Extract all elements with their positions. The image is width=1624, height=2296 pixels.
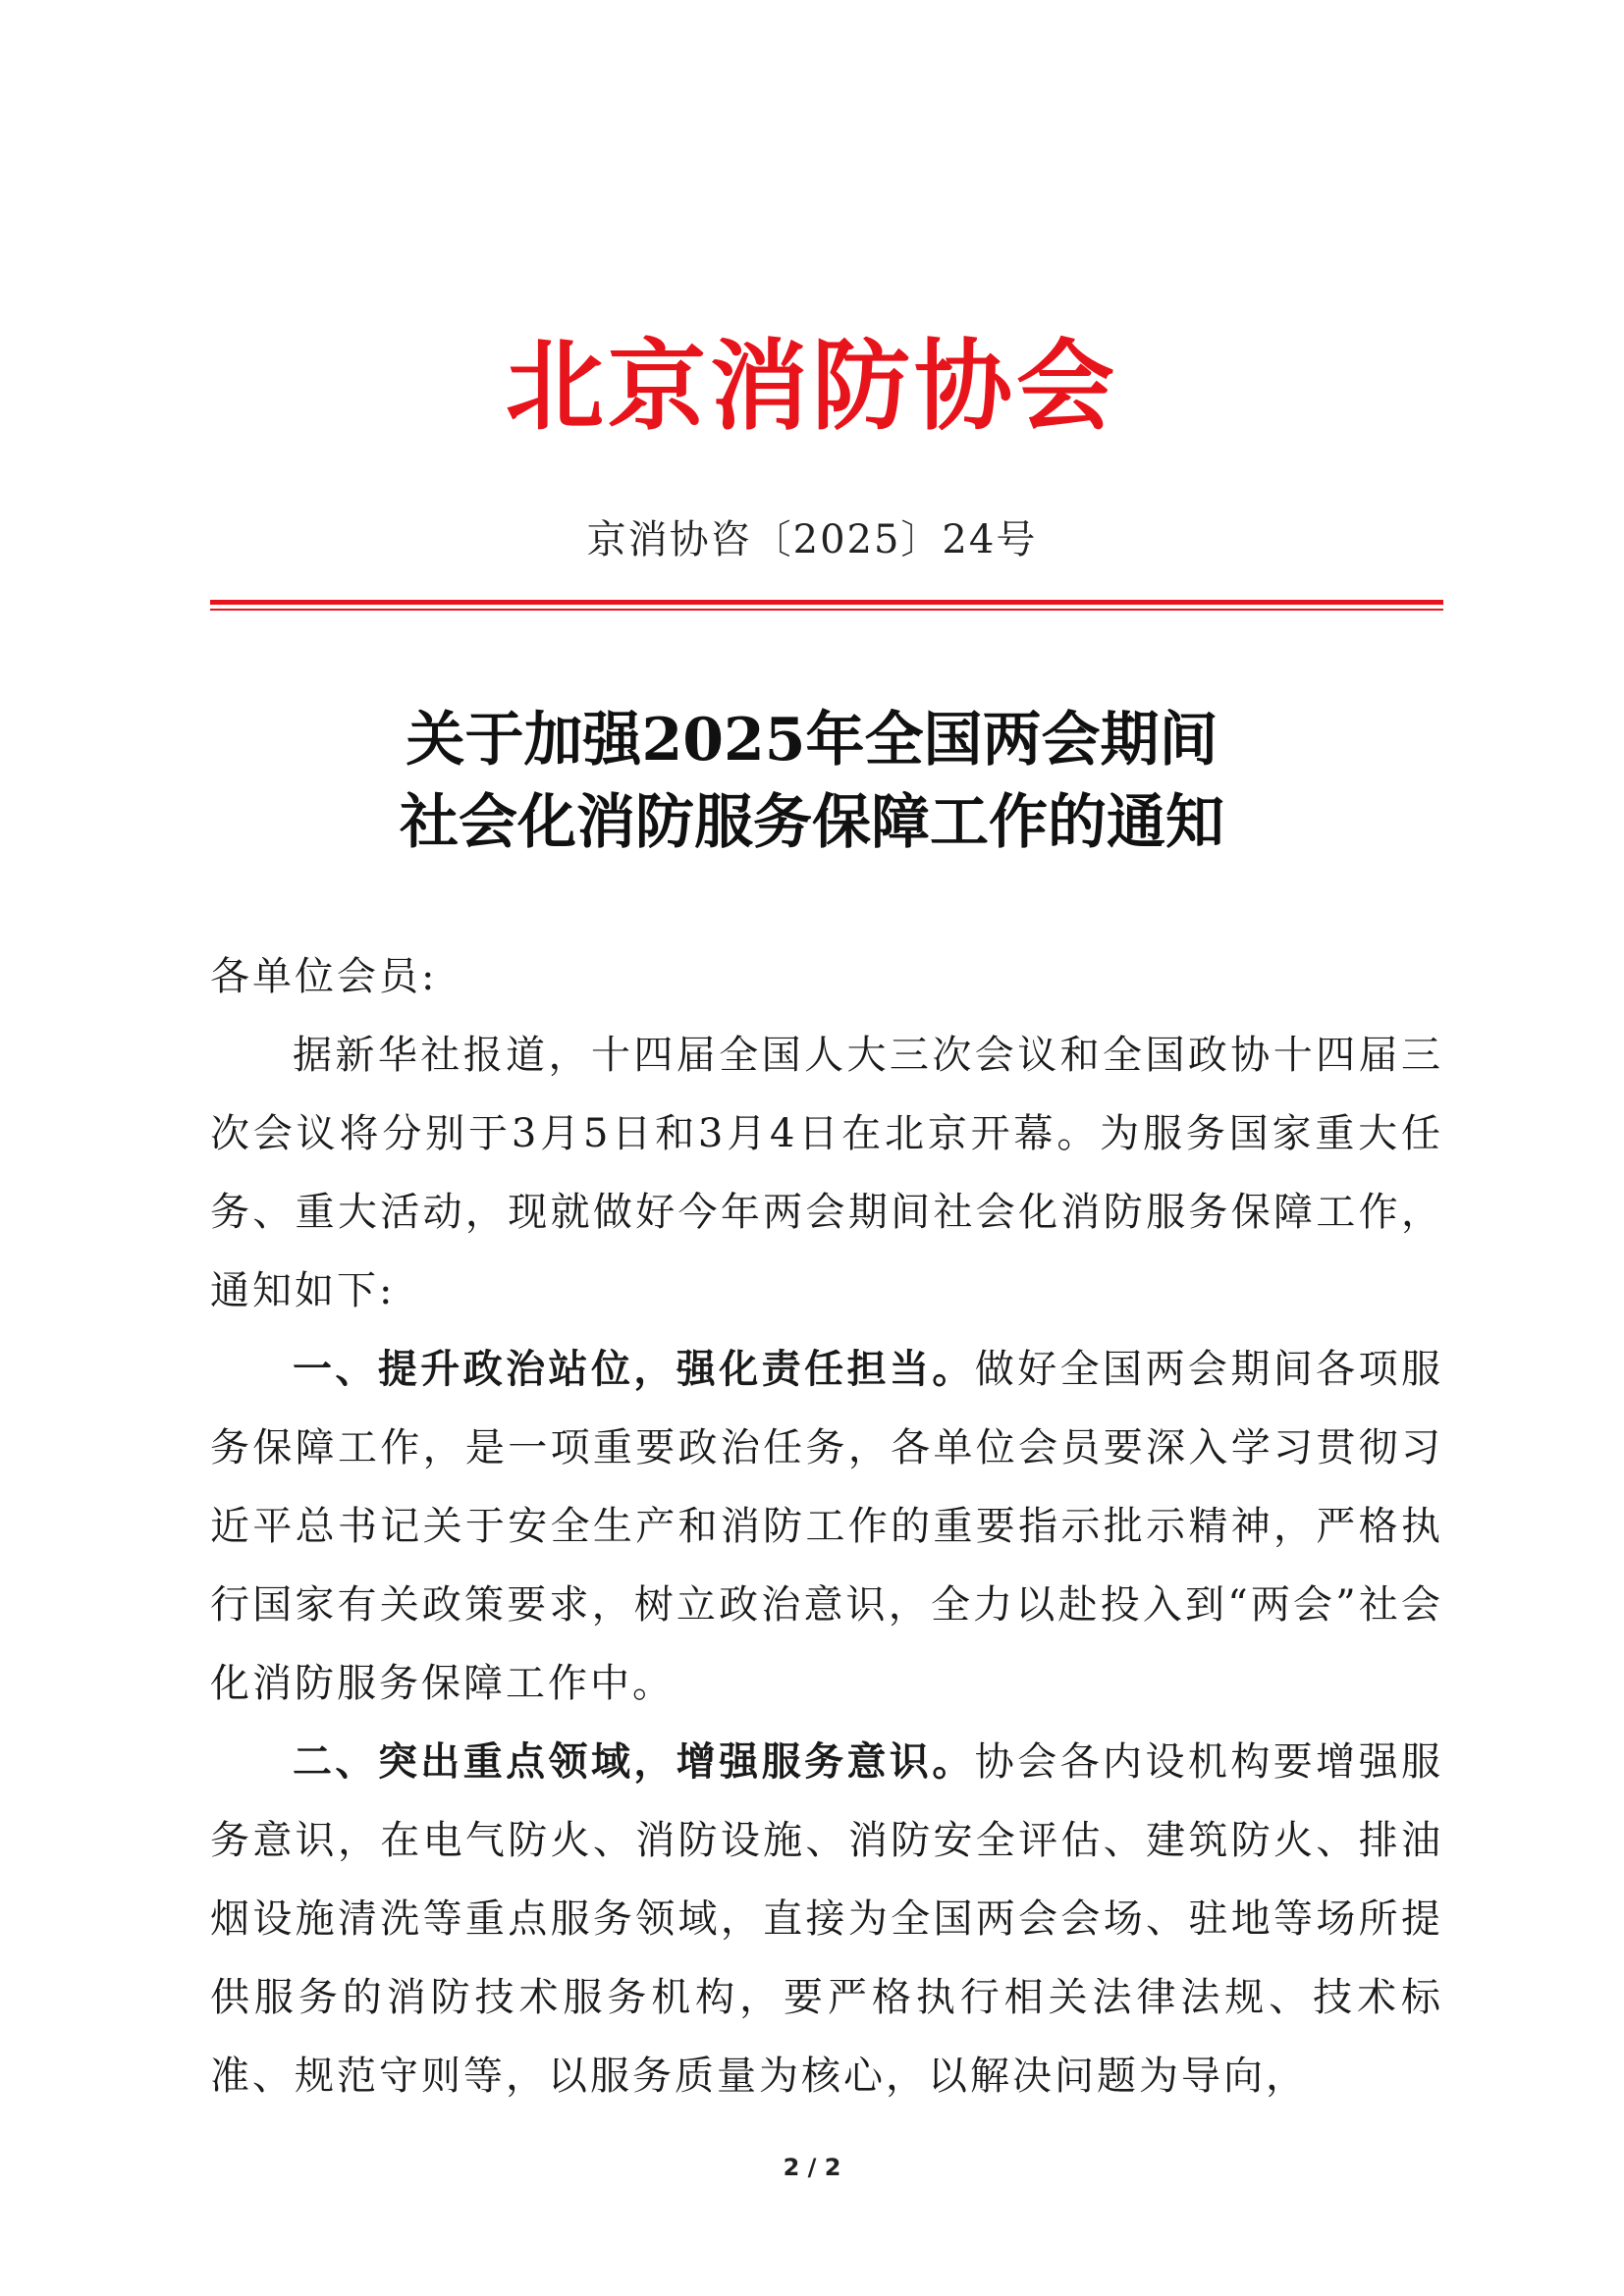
section-1-text: 做好全国两会期间各项服务保障工作，是一项重要政治任务，各单位会员要深入学习贯彻习近平总书记关于安全生产和消防工作的重要指示批示精神，严格执行国家有关政策要求，树立政治意识，全力以赴投入到“两会”社会化消防服务保障工作中。 (210, 1347, 1444, 1706)
section-2-heading: 二、突出重点领域，增强服务意识。 (293, 1738, 975, 1785)
section-1-paragraph (210, 1330, 1443, 1723)
section-1-heading: 一、提升政治站位，强化责任担当。 (293, 1346, 975, 1392)
organization-header: 北京消防协会 (506, 328, 1118, 444)
section-2-paragraph (210, 1723, 1443, 2115)
section-2-text: 协会各内设机构要增强服务意识，在电气防火、消防设施、消防安全评估、建筑防火、排油烟设施清洗等重点服务领域，直接为全国两会会场、驻地等场所提供服务的消防技术服务机构，要严格执行相关法律法规、技术标准、规范守则等，以服务质量为核心，以解决问题为导向， (210, 1739, 1444, 2099)
page-number: 2 / 2 (783, 2154, 841, 2181)
intro-paragraph: 据新华社报道，十四届全国人大三次会议和全国政协十四届三次会议将分别于3月5日和3月4日在北京开幕。为服务国家重大任务、重大活动，现就做好今年两会期间社会化消防服务保障工作，通知如下: (210, 1033, 1443, 1313)
salutation: 各单位会员: (210, 954, 438, 999)
red-divider-thin (210, 609, 1443, 611)
document-title (0, 699, 1624, 864)
document-body (210, 937, 1443, 2115)
title-line-1: 关于加强2025年全国两会期间 (406, 706, 1218, 774)
title-line-2: 社会化消防服务保障工作的通知 (400, 788, 1224, 857)
document-number: 京消协咨〔2025〕24号 (586, 517, 1038, 562)
red-divider-thick (210, 600, 1443, 605)
